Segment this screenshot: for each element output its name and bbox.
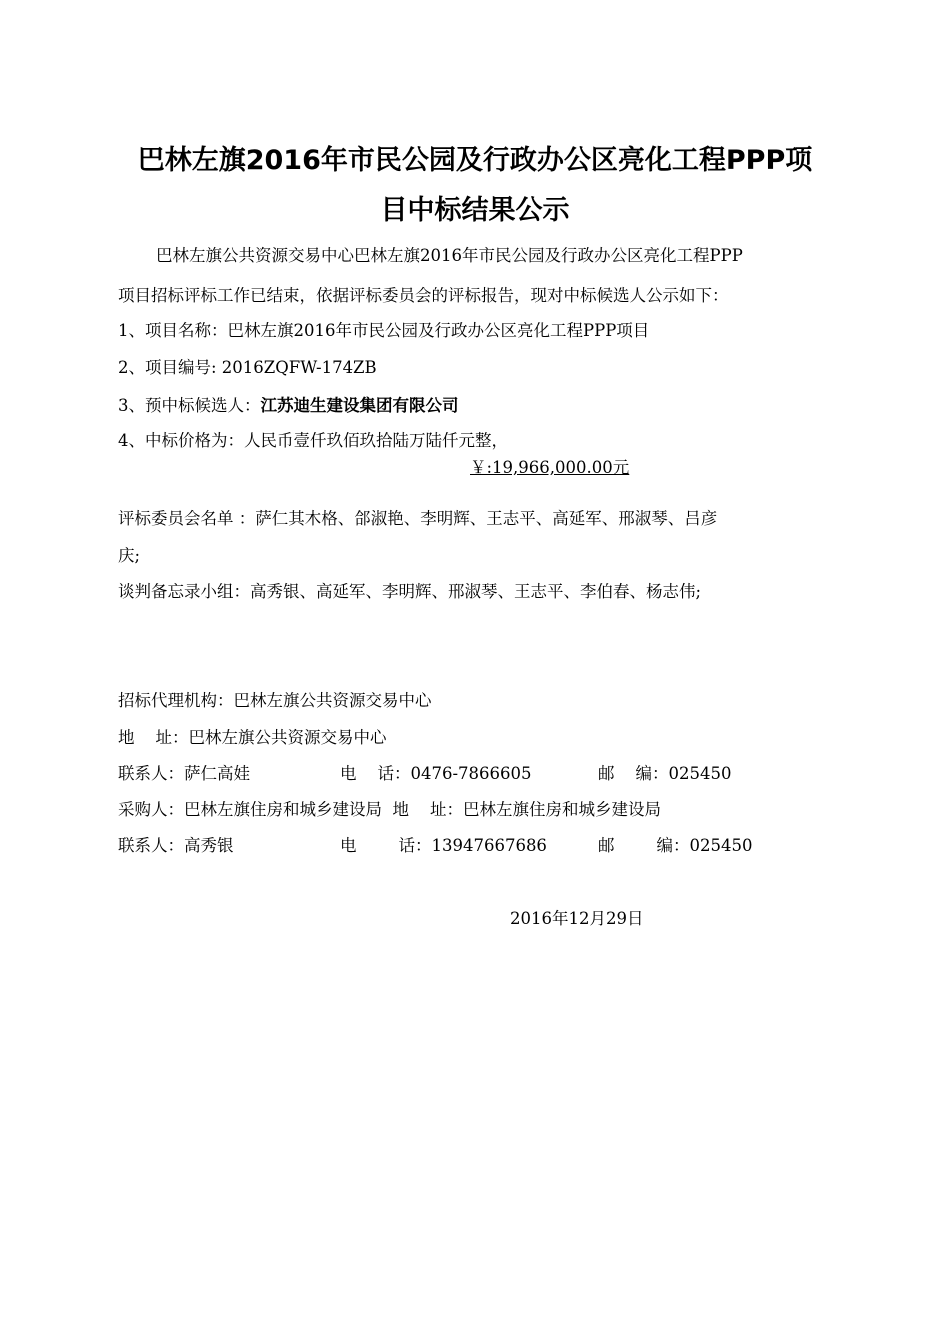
agency-postcode: 邮 编：025450 (598, 764, 732, 783)
purchaser-line: 采购人：巴林左旗住房和城乡建设局 地 址：巴林左旗住房和城乡建设局 (118, 800, 661, 819)
memo-group: 谈判备忘录小组：高秀银、高延军、李明辉、邢淑琴、王志平、李伯春、杨志伟; (118, 582, 702, 601)
price-label: 4、中标价格为：人民币壹仟玖佰玖拾陆万陆仟元整， (118, 431, 508, 450)
purchaser-phone: 电 话：13947667686 (340, 836, 547, 855)
document-date: 2016年12月29日 (510, 909, 644, 928)
intro-line-1: 巴林左旗公共资源交易中心巴林左旗2016年市民公园及行政办公区亮化工程PPP (156, 246, 743, 265)
agency-phone: 电 话：0476-7866605 (340, 764, 532, 783)
intro-line-2: 项目招标评标工作已结束，依据评标委员会的评标报告，现对中标候选人公示如下： (118, 286, 729, 305)
project-number: 2、项目编号: 2016ZQFW-174ZB (118, 358, 377, 377)
price-amount: ￥:19,966,000.00元 (470, 458, 630, 477)
project-name: 1、项目名称：巴林左旗2016年市民公园及行政办公区亮化工程PPP项目 (118, 321, 650, 340)
document-title-line-2: 目中标结果公示 (380, 195, 570, 226)
agency-address-label: 地 址： (118, 728, 189, 747)
document-title-line-1: 巴林左旗2016年市民公园及行政办公区亮化工程PPP项 (137, 145, 813, 176)
purchaser-contact: 联系人：高秀银 (118, 836, 234, 855)
committee-line-2: 庆; (118, 546, 141, 565)
candidate-row (118, 396, 459, 416)
agency-name: 招标代理机构：巴林左旗公共资源交易中心 (118, 691, 432, 710)
agency-contact: 联系人：萨仁高娃 (118, 764, 250, 783)
agency-address-row (118, 728, 386, 748)
agency-address-value: 巴林左旗公共资源交易中心 (188, 728, 387, 747)
committee-line-1: 评标委员会名单 ：萨仁其木格、郃淑艳、李明辉、王志平、高延军、邢淑琴、吕彦 (118, 509, 718, 528)
candidate-label: 3、预中标候选人： (118, 396, 261, 415)
purchaser-postcode: 邮 编：025450 (598, 836, 753, 855)
candidate-name: 江苏迪生建设集团有限公司 (260, 396, 459, 415)
